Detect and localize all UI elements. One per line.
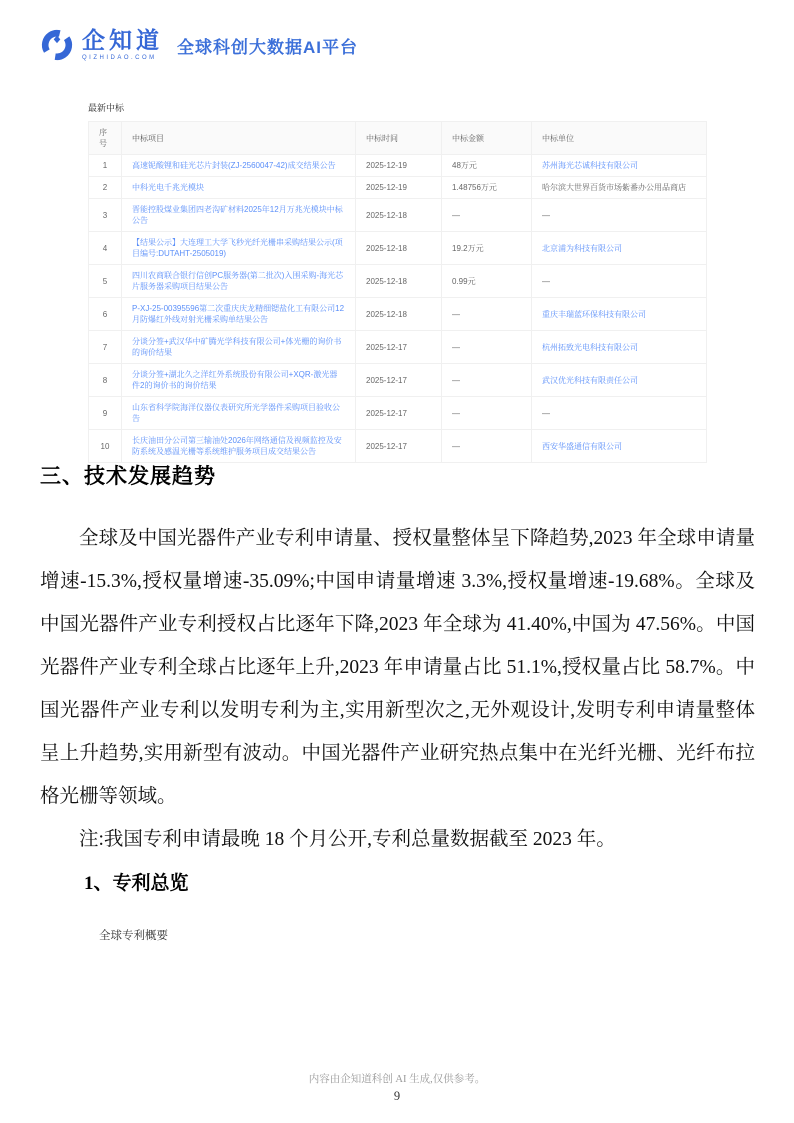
row-number-cell: 6 bbox=[89, 298, 122, 331]
table-row bbox=[89, 199, 707, 232]
project-link[interactable]: 分谈分签+武汉华中矿腾光学科技有限公司+体光栅的询价书的询价结果 bbox=[132, 337, 342, 357]
winning-unit-cell bbox=[532, 298, 707, 331]
page-number: 9 bbox=[393, 1089, 401, 1103]
brand-tagline: 全球科创大数据AI平台 bbox=[177, 37, 358, 57]
table-row bbox=[89, 177, 707, 199]
winning-unit-link[interactable]: 武汉优光科技有限责任公司 bbox=[542, 375, 638, 385]
winning-unit-link[interactable]: 重庆丰瑞蓝环保科技有限公司 bbox=[542, 309, 646, 319]
winning-unit-link[interactable]: 西安华盛通信有限公司 bbox=[542, 441, 622, 451]
winning-unit-cell bbox=[532, 364, 707, 397]
latest-bids-section bbox=[88, 101, 706, 463]
project-link[interactable]: 高速铌酸锂和硅光芯片封装(ZJ-2560047-42)成交结果公告 bbox=[132, 161, 336, 170]
project-cell bbox=[122, 364, 356, 397]
table-row bbox=[89, 364, 707, 397]
winning-unit-cell bbox=[532, 199, 707, 232]
column-header: 中标时间 bbox=[356, 122, 442, 155]
winning-unit-text: — bbox=[542, 210, 550, 220]
bid-amount-cell: — bbox=[442, 397, 532, 430]
table-header bbox=[89, 122, 707, 155]
latest-bids-table bbox=[88, 121, 707, 463]
project-cell bbox=[122, 397, 356, 430]
brand-name: 企知道 bbox=[82, 27, 163, 53]
row-number-cell: 5 bbox=[89, 265, 122, 298]
subsection-heading: 1、专利总览 bbox=[84, 873, 189, 894]
winning-unit-text: — bbox=[542, 276, 550, 286]
brand-header bbox=[40, 28, 358, 62]
table-body bbox=[89, 155, 707, 463]
table-header-row bbox=[89, 122, 707, 155]
bid-date-cell: 2025-12-18 bbox=[356, 232, 442, 265]
bid-amount-cell: — bbox=[442, 331, 532, 364]
row-number-cell: 7 bbox=[89, 331, 122, 364]
row-number-cell: 3 bbox=[89, 199, 122, 232]
project-cell bbox=[122, 298, 356, 331]
table-row bbox=[89, 331, 707, 364]
column-header: 中标金额 bbox=[442, 122, 532, 155]
winning-unit-text: 哈尔滨大世界百货市场紫番办公用品商店 bbox=[542, 183, 686, 192]
bid-date-cell: 2025-12-18 bbox=[356, 298, 442, 331]
bid-date-cell: 2025-12-18 bbox=[356, 199, 442, 232]
project-link[interactable]: 四川农商联合银行信创PC服务器(第二批次)入围采购-海光芯片服务器采购项目结果公告 bbox=[132, 271, 344, 291]
row-number-cell: 4 bbox=[89, 232, 122, 265]
project-cell bbox=[122, 155, 356, 177]
project-link[interactable]: 【结果公示】大连理工大学飞秒光纤光栅串采购结果公示(项目编号:DUTAHT-2505019) bbox=[132, 238, 343, 258]
winning-unit-link[interactable]: 杭州拓致光电科技有限公司 bbox=[542, 342, 638, 352]
project-link[interactable]: 晋能控股煤业集团四老沟矿材料2025年12月万兆光模块中标公告 bbox=[132, 205, 343, 225]
qizhidao-logo-icon bbox=[40, 28, 74, 62]
section-body bbox=[40, 517, 755, 861]
bid-amount-cell: — bbox=[442, 298, 532, 331]
table-title: 最新中标 bbox=[88, 103, 125, 113]
row-number-cell: 8 bbox=[89, 364, 122, 397]
project-cell bbox=[122, 199, 356, 232]
table-row bbox=[89, 155, 707, 177]
project-cell bbox=[122, 265, 356, 298]
bid-amount-cell: 0.99元 bbox=[442, 265, 532, 298]
note-paragraph: 注:我国专利申请最晚 18 个月公开,专利总量数据截至 2023 年。 bbox=[79, 829, 616, 850]
project-cell bbox=[122, 232, 356, 265]
bid-amount-cell: — bbox=[442, 364, 532, 397]
column-header: 中标项目 bbox=[122, 122, 356, 155]
brand-domain: QIZHIDAO.COM bbox=[82, 55, 157, 61]
section-heading: 三、技术发展趋势 bbox=[40, 464, 216, 488]
brand-text bbox=[82, 29, 163, 61]
project-link[interactable]: 分谈分签+湖北久之洋红外系统股份有限公司+XQR-激光器件2的询价书的询价结果 bbox=[132, 370, 338, 390]
bid-amount-cell: 19.2万元 bbox=[442, 232, 532, 265]
winning-unit-link[interactable]: 苏州海光芯诚科技有限公司 bbox=[542, 161, 638, 170]
project-link[interactable]: 长庆油田分公司第三输油处2026年网络通信及视频监控及安防系统及感温光栅等系统维护服务项目成交结果公告 bbox=[132, 436, 342, 456]
project-cell bbox=[122, 331, 356, 364]
bid-amount-cell: 1.48756万元 bbox=[442, 177, 532, 199]
row-number-cell: 1 bbox=[89, 155, 122, 177]
bid-amount-cell: — bbox=[442, 430, 532, 463]
winning-unit-cell bbox=[532, 265, 707, 298]
row-number-cell: 10 bbox=[89, 430, 122, 463]
column-header: 中标单位 bbox=[532, 122, 707, 155]
table-row bbox=[89, 430, 707, 463]
winning-unit-text: — bbox=[542, 408, 550, 418]
column-header: 序号 bbox=[89, 122, 122, 155]
winning-unit-cell bbox=[532, 397, 707, 430]
bid-date-cell: 2025-12-18 bbox=[356, 265, 442, 298]
bid-amount-cell: — bbox=[442, 199, 532, 232]
bid-date-cell: 2025-12-17 bbox=[356, 430, 442, 463]
footer-disclaimer: 内容由企知道科创 AI 生成,仅供参考。 bbox=[308, 1074, 486, 1085]
chart-caption: 全球专利概要 bbox=[99, 930, 168, 942]
winning-unit-link[interactable]: 北京浦为科技有限公司 bbox=[542, 243, 622, 253]
project-link[interactable]: P-XJ-25-00395596第二次重庆庆龙精细锶盐化工有限公司12月防爆红外线对射光栅采购单结果公告 bbox=[132, 304, 345, 324]
table-row bbox=[89, 397, 707, 430]
winning-unit-cell bbox=[532, 430, 707, 463]
winning-unit-cell bbox=[532, 177, 707, 199]
bid-date-cell: 2025-12-19 bbox=[356, 155, 442, 177]
bid-date-cell: 2025-12-19 bbox=[356, 177, 442, 199]
winning-unit-cell bbox=[532, 155, 707, 177]
bid-date-cell: 2025-12-17 bbox=[356, 397, 442, 430]
project-cell bbox=[122, 177, 356, 199]
project-cell bbox=[122, 430, 356, 463]
row-number-cell: 9 bbox=[89, 397, 122, 430]
table-row bbox=[89, 232, 707, 265]
winning-unit-cell bbox=[532, 331, 707, 364]
table-row bbox=[89, 298, 707, 331]
row-number-cell: 2 bbox=[89, 177, 122, 199]
bid-date-cell: 2025-12-17 bbox=[356, 364, 442, 397]
winning-unit-cell bbox=[532, 232, 707, 265]
bid-amount-cell: 48万元 bbox=[442, 155, 532, 177]
table-row bbox=[89, 265, 707, 298]
project-link[interactable]: 中科光电千兆光模块 bbox=[132, 183, 204, 192]
project-link[interactable]: 山东省科学院海洋仪器仪表研究所光学器件采购项目验收公告 bbox=[132, 403, 340, 423]
trend-paragraph: 全球及中国光器件产业专利申请量、授权量整体呈下降趋势,2023 年全球申请量增速-15.3%,授权量增速-35.09%;中国申请量增速 3.3%,授权量增速-19.68%。全球及中国光器件产业专利授权占比逐年下降,2023 年全球为 41.40%,中国为 47.56%。中国光器件产业专利全球占比逐年上升,2023 年申请量占比 51.1%,授权量占比 58.7%。中国光器件产业专利以发明专利为主,实用新型次之,无外观设计,发明专利申请量整体呈上升趋势,实用新型有波动。中国光器件产业研究热点集中在光纤光栅、光纤布拉格光栅等领域。 bbox=[40, 528, 755, 807]
bid-date-cell: 2025-12-17 bbox=[356, 331, 442, 364]
